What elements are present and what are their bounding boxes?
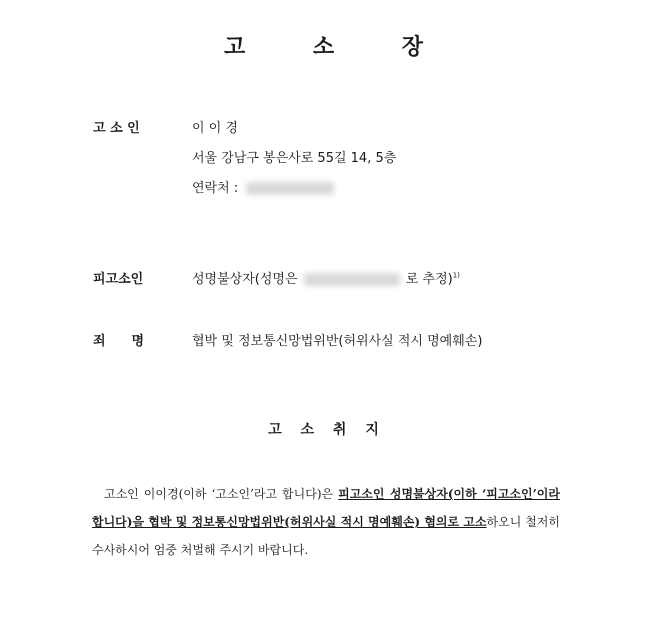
purpose-text-start: 고소인 이이경(이하 ‘고소인’라고 합니다)은: [104, 487, 339, 501]
defendant-prefix: 성명불상자(성명은: [192, 272, 298, 287]
contact-label: 연락처 :: [192, 181, 239, 196]
redacted-phone: [246, 182, 334, 195]
charge-value: 협박 및 정보통신망법위반(허위사실 적시 명예훼손): [192, 334, 483, 349]
purpose-text-emphasis: 피고소인 성명불상자(이하 ‘피고소인’이라 합니다)을 협박 및 정보통신망법위반(허위사실 적시 명예훼손) 혐의로 고소: [92, 487, 560, 529]
defendant-label: 피고소인: [93, 272, 144, 287]
charge-label: 죄 명: [93, 334, 145, 349]
purpose-title: 고 소 취 지: [268, 422, 386, 438]
purpose-paragraph: [92, 480, 560, 564]
complainant-address: 서울 강남구 봉은사로 55길 14, 5층: [192, 151, 397, 166]
complainant-label: 고 소 인: [93, 121, 140, 136]
defendant-suffix: 로 추정): [405, 272, 453, 287]
redacted-name: [304, 273, 400, 286]
complainant-name: 이 이 경: [192, 121, 238, 136]
document-title: 고 소 장: [223, 35, 454, 60]
defendant-value: [192, 268, 460, 287]
purpose-text-end: 하오니 철저히 수사하시어 엄중 처벌해 주시기 바랍니다.: [92, 515, 560, 557]
footnote-marker: 1): [452, 271, 460, 280]
complainant-contact: [192, 177, 334, 196]
